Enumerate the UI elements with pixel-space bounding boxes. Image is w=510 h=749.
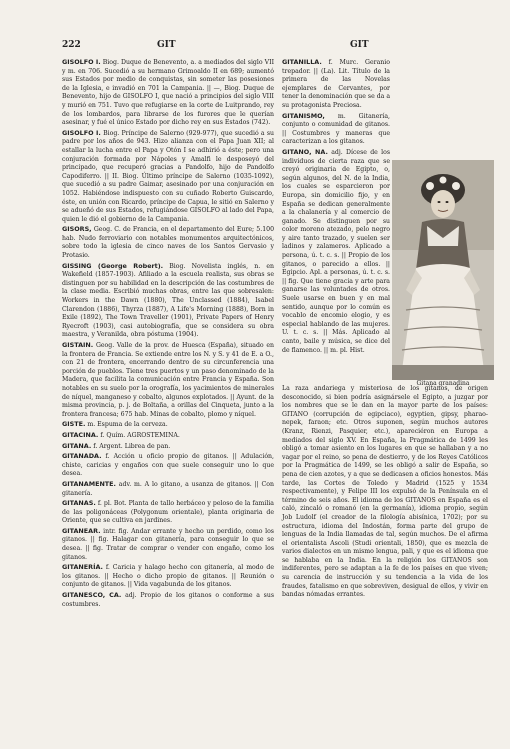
entry-definition: intr. fig. Andar errante y hecho un perdido, como los gitanos. || fig. Halagar con gitanería, para conseguir lo que se desea. || fig. Tratar de comprar o vender con engaño, como los gitanos.: [62, 527, 274, 561]
entry-definition: Geog. C. de Francia, en el departamento del Eure; 5.100 hab. Nudo ferroviario con notables monumentos arquitectónicos, sobre todo la iglesia de cinco naves de los Santos Gervasio y Protasio.: [62, 226, 275, 260]
entry-headword: GISTAIN.: [62, 341, 94, 349]
entry-headword: GITANO, NA.: [282, 147, 328, 156]
entry-headword: GISTE.: [62, 420, 86, 429]
left-column: [62, 58, 274, 610]
dictionary-entry: [62, 452, 274, 479]
dictionary-entry: [62, 499, 274, 526]
dictionary-entry: [62, 341, 274, 419]
dictionary-entry: [282, 112, 390, 147]
running-header: [62, 40, 470, 54]
entry-definition: f. Argent. Librea de pan.: [93, 442, 171, 450]
left-running-head: GIT: [157, 40, 176, 50]
dictionary-entry: [62, 527, 274, 562]
entry-definition: m. Gitanería, conjunto o comunidad de gitanos. || Costumbres y maneras que caracterizan a los gitanos.: [282, 112, 391, 146]
gypsy-woman-photo: [392, 160, 494, 380]
entry-definition: Biog. Duque de Benevento, a. a mediados del siglo VII y m. en 706. Sucedió a su hermano Grimoaldo II en 689; aumentó sus Estados por medio de conquistas, sin someter las posesiones de la Iglesia, e invadió en 701 la Campania. || —, Biog. Duque de Benevento, hijo de GISOLFO I, que nació a principios del siglo VIII y murió en 751. Tuvo que refugiarse en la corte de Luitprando, rey de los lombardos, para librarse de los furores que le querían asesinar, y fué el único Estado por dicho rey en sus Estados (742).: [62, 59, 275, 127]
dictionary-entry: [282, 58, 390, 111]
right-column-top: [282, 58, 390, 356]
dictionary-entry: [62, 58, 274, 128]
right-running-head: GIT: [350, 40, 369, 50]
dictionary-entry: [62, 480, 274, 498]
dictionary-entry: [62, 420, 274, 430]
entry-headword: GITANAS.: [62, 499, 96, 508]
entry-headword: GITACINA.: [62, 430, 99, 439]
dictionary-entry: [62, 431, 274, 441]
entry-headword: GISOLFO I.: [62, 58, 101, 66]
entry-definition: adv. m. A lo gitano, a usanza de gitanos. || Con gitanería.: [62, 480, 274, 497]
entry-definition: f. Caricia y halago hecho con gitanería, al modo de los gitanos. || Hecho o dicho propio de gitanos. || Reunión o conjunto de gitanos. || Vida vagabunda de los gitanos.: [62, 564, 275, 589]
dictionary-entry: [62, 563, 274, 590]
page-number: 222: [62, 40, 81, 50]
dictionary-entry: [62, 129, 274, 225]
entry-headword: GITANERÍA.: [62, 563, 103, 572]
dictionary-entry: [62, 591, 274, 609]
entry-headword: GITANEAR.: [62, 526, 101, 535]
dictionary-entry: [282, 385, 488, 600]
entry-definition: adj. Propio de los gitanos o conforme a sus costumbres.: [62, 592, 274, 608]
entry-definition: f. Quím. AGROSTEMINA.: [100, 431, 180, 439]
entry-headword: GITANILLA.: [282, 58, 322, 66]
dictionary-entry: [62, 262, 274, 340]
entry-definition: Biog. Príncipe de Salerno (929-977), que sucedió a su padre por los años de 943. Hizo alianza con el Papa Juan XII; al estallar la lucha entre el Papa y Otón I se adhirió a éste; pero una conjuración formada por Nápoles y Amalfi le desposeyó del principado, que recuperó gracias a Pandolfo, hijo de Pandolfo Capodiferro. || II. Biog. Último príncipe de Salerno (1035-1092), que sucedió a su padre Gaimar, asesinado por una conjuración en 1052. Habiéndose indispuesto con su cuñado Roberto Guiscardo, éste, en unión con Ricardo, príncipe de Capua, le sitió en Salerno y se adueñó de sus Estados, refugiándose GISOLFO al lado del Papa, quien le dió el gobierno de la Campania.: [62, 129, 275, 223]
entry-headword: GITANISMO,: [282, 111, 325, 120]
photo-caption: Gitana granadina: [416, 380, 470, 387]
entry-definition: f. Murc. Geranio trepador. || (La). Lit. Título de la primera de las Novelas ejemplares de Cervantes, por tener la denominación que se da a su protagonista Preciosa.: [282, 59, 391, 109]
entry-definition: m. Espuma de la cerveza.: [87, 421, 168, 429]
entry-definition: La raza andariega y misteriosa de los gitanos, de origen desconocido, si bien podría asignársele el Egipto, a juzgar por los nombres que se le dan en la mayor parte de los países: GITANO (corrupción de egipciaco), egyptien, gipsy, pharao-nepek, faraon; etc. Otros suponen, según muchos autores (Kranz, Rienzi, Pasquier, etc.), apareciéron en Europa a mediados del siglo XV. En España, la Pragmática de 1499 les obligó a tomar asiento en los lugares en que se hallaban y a no vagar por el reino, so pena de destierro, y de los Reyes Católicos por la Pragmática de 1499, se les obligó a salir de España, so pena de cien azotes, y a que se dedicasen a oficios honestos. Más tarde, las Cortes de Toledo y Madrid (1525 y 1534 respectivamente), y Felipe III los expulsó de la Península en el término de seis años. El idioma de los GITANOS en España es el caló, zincaló o romanó (en la germanía), idioma propio, según Job Ludolf (el creador de la filología abisínica, 1702); por su estructura, idioma del Indostán, forma parte del grupo de lenguas de la India llamadas de tal, según muchos. De el afirma el orientalista Ascoli (Studi orientali, 1850), que es mezcla de varios dialectos en un mismo lengua, pali, y que es el idioma que se hablaba en la India. En la religión los GITANOS son indiferentes, pero se adaptan a la fe de los países en que viven; su carencia de instrucción y su tendencia a la vida de los fraudes, fatalismo en que sobreviven, desigual de ellos, y vivir en bandas nómadas errantes.: [282, 385, 488, 599]
entry-headword: GITANADA.: [62, 452, 102, 461]
entry-definition: f. Acción u oficio propio de gitanos. || Adulación, chiste, caricias y engaños con que suele conseguir uno lo que desea.: [62, 453, 275, 478]
entry-headword: GITANAMENTE.: [62, 479, 116, 488]
entry-headword: GISORS,: [62, 225, 92, 234]
entry-definition: Biog. Novelista inglés, n. en Wakefield (1857-1903). Afiliado a la escuela realista, sus obras se distinguen por su habilidad en la descripción de las costumbres de la clase media. Escribió muchas obras, entre las que sobresalen: Workers in the Dawn (1880), The Unclassed (1884), Isabel Clarendon (1886), Thyrza (1887), A Life's Morning (1888), Born in Exile (1892), The Town Traveller (1901), Private Papers of Henry Ryecroft (1903), casi autobiografía, que se considera su obra maestra, y Veranilda, obra póstuma (1904).: [62, 262, 274, 339]
entry-headword: GITANA.: [62, 441, 92, 450]
entry-headword: GISOLFO I.: [62, 128, 101, 137]
right-column-bottom: [282, 385, 488, 601]
photo-illustration: [392, 160, 494, 380]
entry-definition: Geog. Valle de la prov. de Huesca (España), situado en la frontera de Francia. Se extiende entre los N. y S. y 41 de E. a O., con 21 de frontera, encerrando dentro de su circunferencia una porción de pueblos. Tiene tres puertos y un paso denominado de la Madera, que facilita la comunicación entre Francia y España. Son notables en su suelo por la orografía, los yacimientos de minerales de níquel, manganeso y cobalto, algunos explotados. || Ayunt. de la misma provincia, p. j. de Boltaña, a orillas del Cinqueta, junto a la frontera francesa; 675 hab. Minas de cobalto, plomo y níquel.: [62, 342, 275, 418]
entry-definition: adj. Dícese de los individuos de cierta raza que se creyó originaria de Egipto, o, según algunos, del N. de la India, los cuales se esparcieron por Europa, sin domicilio fijo, y en España se dedican generalmente a la chalanería y al comercio de ganado. Se distinguen por su color moreno atezado, pelo negro y aire tanto trazado, y suelen ser ladinos y zalameros. Aplicado a persona, ú. t. c. s. || Propio de los gitanos, o parecido a ellos. || Egipcio. Apl. a personas, ú. t. c. s. || fig. Que tiene gracia y arte para ganarse las voluntades de otros. Suele usarse en buen y en mal sentido, aunque por lo común es vocablo de encomio elogio, y es especial hablando de las mujeres. U. t. c. s. || Más. Aplicado al canto, baile y música, se dice del de flamenco. || m. pl. Hist.: [282, 148, 390, 354]
entry-headword: GISSING (George Robert).: [62, 261, 164, 270]
dictionary-entry: [282, 148, 390, 355]
dictionary-entry: [62, 442, 274, 452]
dictionary-entry: [62, 225, 274, 260]
entry-definition: f. pl. Bot. Planta de tallo herbáceo y peloso de la familia de las poligonáceas (Polygonum orientale), planta originaria de Oriente, que se cultiva en jardines.: [62, 500, 274, 525]
entry-headword: GITANESCO, CA.: [62, 591, 122, 600]
